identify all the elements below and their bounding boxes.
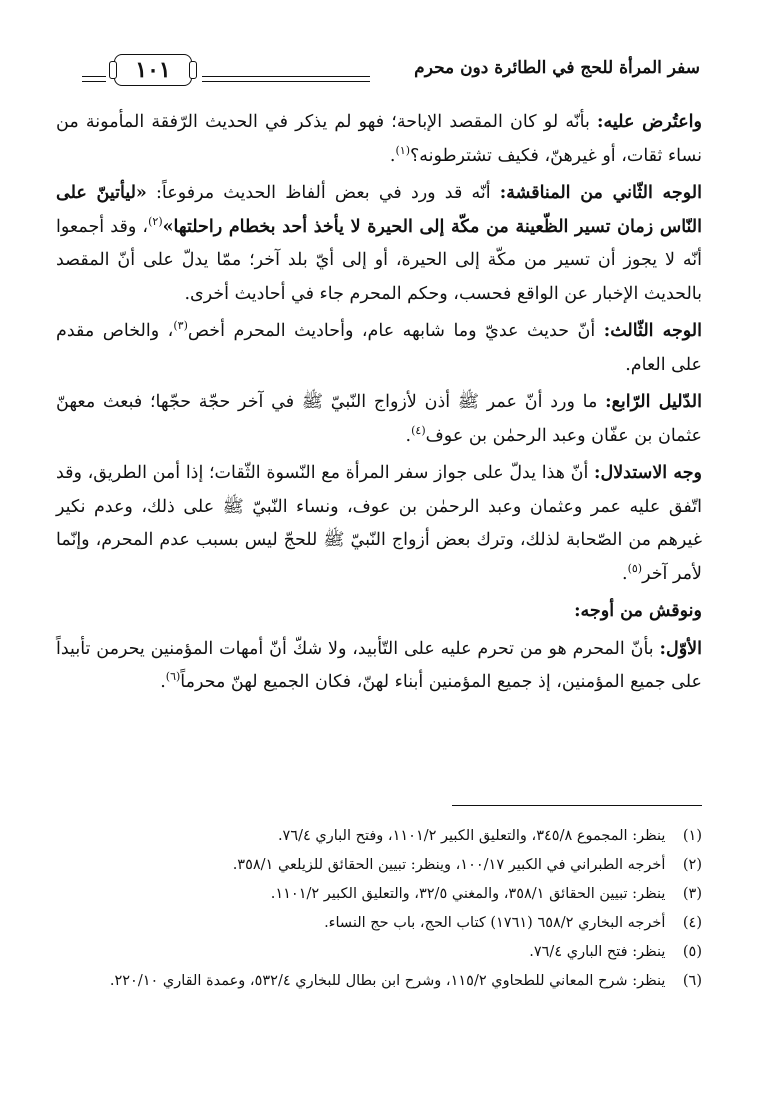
header-rule-thin — [202, 81, 370, 82]
footnote — [56, 909, 702, 938]
footnote-number: (٣) — [682, 886, 702, 902]
paragraph — [56, 315, 702, 382]
paragraph-tail: . — [405, 425, 412, 446]
header-rule-left-thin — [82, 81, 106, 82]
paragraph — [56, 177, 702, 311]
paragraph-text: ما ورد أنّ عمر ﷺ أذن لأزواج النّبيّ ﷺ في آخر حجّة حجّها؛ فبعث معهنّ عثمان بن عفّان وعبد الرحمٰن بن عوف — [56, 392, 702, 446]
paragraph — [56, 595, 702, 629]
footnote-number: (٦) — [682, 973, 702, 989]
footnote-number: (٥) — [682, 944, 702, 960]
paragraph-text: أنّ هذا يدلّ على جواز سفر المرأة مع النّسوة الثّقات؛ إذا أمن الطريق، وقد اتّفق عليه عمر وعثمان وعبد الرحمٰن بن عوف، ونساء النّبيّ ﷺ على ذلك، وعدم نكير غيرهم من الصّحابة لذلك، وترك بعض أزواج النّبيّ ﷺ للحجّ ليس بسبب عدم المحرم، وإنّما لأمر آخر — [56, 463, 702, 584]
header-rule-left — [82, 76, 106, 77]
paragraph — [56, 633, 702, 700]
paragraph-label: الأوّل: — [659, 638, 702, 659]
paragraph — [56, 457, 702, 591]
footnote-ref[interactable]: (٤) — [411, 423, 426, 437]
paragraph-tail: . — [389, 145, 396, 166]
paragraph-text: بأنّ المحرم هو من تحرم عليه على التّأبيد، ولا شكّ أنّ أمهات المؤمنين يحرمن تأبيداً على جميع المؤمنين، إذ جميع المؤمنين أبناء لهنّ، فكان الجميع لهنّ محرماً — [56, 638, 702, 692]
footnote — [56, 938, 702, 967]
paragraph-label: الدّليل الرّابع: — [605, 392, 702, 412]
footnote-text: أخرجه البخاري ٦٥٨/٢ (١٧٦١) كتاب الحج، باب حج النساء. — [324, 915, 666, 931]
paragraph-text: أنّه قد ورد في بعض ألفاظ الحديث مرفوعاً: — [146, 183, 500, 203]
footnote — [56, 851, 702, 880]
paragraph — [56, 106, 702, 173]
footnote-ref[interactable]: (٥) — [627, 561, 643, 575]
paragraph — [56, 386, 702, 453]
footnote — [56, 822, 702, 851]
paragraph-label: الوجه الثّاني من المناقشة: — [499, 183, 702, 203]
footnote-ref[interactable]: (٦) — [165, 670, 181, 684]
footnote-text: أخرجه الطبراني في الكبير ١٠٠/١٧، وينظر: تبيين الحقائق للزيلعي ٣٥٨/١. — [232, 857, 666, 873]
page-number: ١٠١ — [114, 54, 192, 86]
footnote — [56, 880, 702, 909]
footnote-ref[interactable]: (٣) — [173, 319, 188, 333]
hadith-quote: «ليأتينّ على النّاس زمان تسير الظّعينة من مكّة إلى الحيرة لا يأخذ أحد بخطام راحلتها» — [56, 183, 703, 237]
paragraph-text: بأنّه لو كان المقصد الإباحة؛ فهو لم يذكر في الحديث الرّفقة المأمونة من نساء ثقات، أو غيرهنّ، فكيف تشترطونه؟ — [56, 112, 702, 166]
paragraph-label: الوجه الثّالث: — [603, 321, 703, 341]
footnote-text: ينظر: تبيين الحقائق ٣٥٨/١، والمغني ٣٢/٥، والتعليق الكبير ١١٠١/٢. — [270, 886, 666, 902]
footnote-number: (١) — [682, 828, 702, 844]
footnote-text: ينظر: فتح الباري ٧٦/٤. — [529, 944, 666, 960]
running-header — [82, 52, 700, 90]
footnote-ref[interactable]: (٢) — [148, 214, 163, 228]
footnote-number: (٤) — [682, 915, 702, 931]
paragraph-text: أنّ حديث عديّ وما شابهه عام، وأحاديث المحرم أخص — [187, 321, 604, 341]
paragraph-label: واعتُرض عليه: — [597, 112, 702, 132]
paragraph-label: وجه الاستدلال: — [594, 463, 702, 483]
running-title: سفر المرأة للحج في الطائرة دون محرم — [414, 58, 700, 78]
paragraph-tail: . — [621, 563, 628, 584]
footnote-text: ينظر: المجموع ٣٤٥/٨، والتعليق الكبير ١١٠١/٢، وفتح الباري ٧٦/٤. — [277, 828, 666, 844]
footnote-ref[interactable]: (١) — [395, 143, 410, 157]
paragraph-tail: ، والخاص مقدم على العام. — [56, 321, 702, 375]
footnote — [56, 967, 702, 996]
footnote-text: ينظر: شرح المعاني للطحاوي ١١٥/٢، وشرح ابن بطال للبخاري ٥٣٢/٤، وعمدة القاري ٢٢٠/١٠. — [109, 973, 666, 989]
paragraph-label: ونوقش من أوجه: — [574, 601, 702, 621]
main-text — [56, 106, 702, 704]
footnotes — [56, 822, 702, 996]
paragraph-tail: ، وقد أجمعوا أنّه لا يجوز أن تسير من مكّة إلى الحيرة، أو إلى أيّ بلد آخر؛ ممّا يدلّ على أنّ المقصد بالحديث الإخبار عن الواقع فحسب، وحكم المحرم جاء في أحاديث أخرى. — [56, 216, 702, 304]
footnote-number: (٢) — [682, 857, 702, 873]
footnote-separator — [452, 805, 702, 806]
paragraph-tail: . — [160, 672, 166, 692]
header-rule — [202, 76, 370, 77]
